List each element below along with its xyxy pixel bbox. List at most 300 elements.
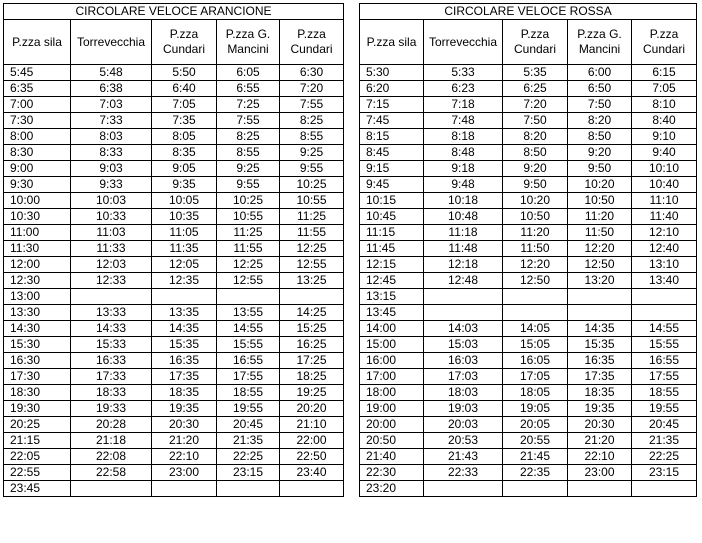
time-cell: 5:50	[152, 65, 217, 81]
time-cell: 7:15	[360, 97, 424, 113]
time-cell: 23:45	[4, 481, 71, 497]
time-cell: 23:15	[632, 465, 697, 481]
table-row	[4, 433, 344, 449]
time-cell: 10:50	[503, 209, 568, 225]
time-cell: 6:20	[360, 81, 424, 97]
time-cell: 17:55	[632, 369, 697, 385]
time-cell: 7:20	[503, 97, 568, 113]
time-cell: 12:30	[4, 273, 71, 289]
time-cell: 11:40	[632, 209, 697, 225]
time-cell: 10:20	[568, 177, 632, 193]
time-cell: 13:55	[217, 305, 280, 321]
table-row	[360, 433, 697, 449]
time-cell: 17:30	[4, 369, 71, 385]
time-cell: 22:05	[4, 449, 71, 465]
time-cell: 20:53	[424, 433, 503, 449]
time-cell: 12:50	[503, 273, 568, 289]
time-cell: 21:35	[217, 433, 280, 449]
time-cell: 8:55	[217, 145, 280, 161]
time-cell: 20:03	[424, 417, 503, 433]
time-cell	[71, 481, 152, 497]
time-cell: 22:10	[152, 449, 217, 465]
time-cell: 20:05	[503, 417, 568, 433]
time-cell: 7:48	[424, 113, 503, 129]
time-cell: 12:10	[632, 225, 697, 241]
time-cell: 21:20	[568, 433, 632, 449]
time-cell: 7:05	[152, 97, 217, 113]
table-row	[4, 353, 344, 369]
table-row	[360, 481, 697, 497]
time-cell	[568, 289, 632, 305]
time-cell: 16:35	[152, 353, 217, 369]
time-cell: 12:55	[217, 273, 280, 289]
table-row	[4, 273, 344, 289]
time-cell: 7:30	[4, 113, 71, 129]
time-cell: 7:18	[424, 97, 503, 113]
column-header-line: P.zza	[169, 27, 199, 41]
time-cell: 14:25	[280, 305, 344, 321]
time-cell: 19:03	[424, 401, 503, 417]
time-cell: 20:20	[280, 401, 344, 417]
time-cell: 13:20	[568, 273, 632, 289]
table-row	[4, 97, 344, 113]
column-header-line: P.zza sila	[12, 34, 62, 49]
time-cell: 10:45	[360, 209, 424, 225]
table-row	[4, 337, 344, 353]
time-cell: 9:55	[217, 177, 280, 193]
time-cell: 8:45	[360, 145, 424, 161]
time-cell: 6:23	[424, 81, 503, 97]
time-cell: 15:05	[503, 337, 568, 353]
time-cell: 12:05	[152, 257, 217, 273]
column-header	[632, 20, 697, 65]
table-row	[360, 401, 697, 417]
time-cell	[424, 481, 503, 497]
time-cell: 13:30	[4, 305, 71, 321]
time-cell: 9:35	[152, 177, 217, 193]
table-row	[4, 193, 344, 209]
time-cell: 5:33	[424, 65, 503, 81]
time-cell: 18:30	[4, 385, 71, 401]
table-row	[4, 417, 344, 433]
time-cell: 10:15	[360, 193, 424, 209]
table-title: CIRCOLARE VELOCE ARANCIONE	[4, 4, 344, 20]
time-cell: 14:03	[424, 321, 503, 337]
time-cell: 13:45	[360, 305, 424, 321]
time-cell: 18:35	[152, 385, 217, 401]
time-cell: 15:35	[568, 337, 632, 353]
time-cell: 11:25	[280, 209, 344, 225]
time-cell: 7:50	[568, 97, 632, 113]
time-cell: 16:00	[360, 353, 424, 369]
time-cell: 12:40	[632, 241, 697, 257]
time-cell: 20:30	[152, 417, 217, 433]
time-cell	[632, 289, 697, 305]
time-cell: 9:20	[503, 161, 568, 177]
column-header-line: P.zza	[520, 27, 550, 41]
time-cell: 16:33	[71, 353, 152, 369]
time-cell	[503, 289, 568, 305]
column-header	[568, 20, 632, 65]
time-cell: 17:25	[280, 353, 344, 369]
time-cell: 13:00	[4, 289, 71, 305]
table-row	[360, 129, 697, 145]
time-cell: 22:10	[568, 449, 632, 465]
time-cell: 19:33	[71, 401, 152, 417]
time-cell: 20:55	[503, 433, 568, 449]
time-cell: 11:20	[503, 225, 568, 241]
column-header	[4, 20, 71, 65]
time-cell: 13:10	[632, 257, 697, 273]
time-cell: 13:33	[71, 305, 152, 321]
time-cell	[632, 481, 697, 497]
column-header-line: Torrevecchia	[428, 34, 498, 49]
table-row	[4, 145, 344, 161]
time-cell: 13:35	[152, 305, 217, 321]
table-row	[360, 321, 697, 337]
time-cell: 11:33	[71, 241, 152, 257]
time-cell: 8:35	[152, 145, 217, 161]
time-cell: 23:00	[152, 465, 217, 481]
time-cell: 9:48	[424, 177, 503, 193]
time-cell: 21:18	[71, 433, 152, 449]
time-cell: 23:20	[360, 481, 424, 497]
time-cell: 10:50	[568, 193, 632, 209]
time-cell: 7:05	[632, 81, 697, 97]
table-row	[360, 305, 697, 321]
time-cell: 22:00	[280, 433, 344, 449]
time-cell: 12:03	[71, 257, 152, 273]
timetable-rossa	[359, 3, 697, 497]
table-row	[360, 385, 697, 401]
time-cell: 7:03	[71, 97, 152, 113]
time-cell: 11:35	[152, 241, 217, 257]
table-row	[4, 161, 344, 177]
table-row	[360, 97, 697, 113]
table-row	[360, 353, 697, 369]
time-cell: 22:08	[71, 449, 152, 465]
time-cell: 22:35	[503, 465, 568, 481]
time-cell	[503, 481, 568, 497]
time-cell	[632, 305, 697, 321]
time-cell: 21:40	[360, 449, 424, 465]
time-cell: 16:05	[503, 353, 568, 369]
time-cell: 19:55	[217, 401, 280, 417]
time-cell: 10:55	[217, 209, 280, 225]
time-cell: 19:35	[568, 401, 632, 417]
time-cell: 18:35	[568, 385, 632, 401]
time-cell: 6:55	[217, 81, 280, 97]
column-header	[217, 20, 280, 65]
time-cell: 8:40	[632, 113, 697, 129]
time-cell: 5:45	[4, 65, 71, 81]
time-cell: 13:25	[280, 273, 344, 289]
time-cell: 8:15	[360, 129, 424, 145]
time-cell: 18:05	[503, 385, 568, 401]
time-cell: 8:30	[4, 145, 71, 161]
time-cell: 16:25	[280, 337, 344, 353]
time-cell: 11:25	[217, 225, 280, 241]
table-row	[360, 369, 697, 385]
time-cell: 17:03	[424, 369, 503, 385]
time-cell: 18:55	[217, 385, 280, 401]
table-row	[360, 417, 697, 433]
time-cell: 6:05	[217, 65, 280, 81]
time-cell: 5:30	[360, 65, 424, 81]
column-header	[71, 20, 152, 65]
time-cell	[424, 289, 503, 305]
time-cell: 9:03	[71, 161, 152, 177]
time-cell	[568, 305, 632, 321]
time-cell: 18:00	[360, 385, 424, 401]
table-row	[360, 65, 697, 81]
time-cell: 11:05	[152, 225, 217, 241]
time-cell	[424, 305, 503, 321]
time-cell: 11:48	[424, 241, 503, 257]
time-cell: 6:38	[71, 81, 152, 97]
time-cell: 11:45	[360, 241, 424, 257]
time-cell: 21:15	[4, 433, 71, 449]
time-cell: 10:48	[424, 209, 503, 225]
table-row	[360, 161, 697, 177]
time-cell: 8:00	[4, 129, 71, 145]
column-header-line: P.zza	[297, 27, 326, 41]
time-cell: 8:20	[568, 113, 632, 129]
time-cell: 12:50	[568, 257, 632, 273]
column-header-line: Cundari	[162, 42, 206, 56]
time-cell: 8:18	[424, 129, 503, 145]
time-cell: 21:20	[152, 433, 217, 449]
time-cell: 6:50	[568, 81, 632, 97]
time-cell: 7:20	[280, 81, 344, 97]
time-cell: 20:30	[568, 417, 632, 433]
column-header-line: Mancini	[227, 42, 269, 56]
time-cell: 12:20	[503, 257, 568, 273]
time-cell: 10:40	[632, 177, 697, 193]
time-cell: 15:03	[424, 337, 503, 353]
table-row	[4, 113, 344, 129]
column-header-line: Cundari	[643, 42, 686, 56]
time-cell: 11:55	[280, 225, 344, 241]
time-cell: 7:45	[360, 113, 424, 129]
time-cell: 14:35	[152, 321, 217, 337]
time-cell	[71, 289, 152, 305]
time-cell: 18:33	[71, 385, 152, 401]
time-cell: 20:28	[71, 417, 152, 433]
time-cell: 22:25	[217, 449, 280, 465]
table-row	[360, 81, 697, 97]
column-header-line: P.zza G.	[225, 27, 271, 41]
time-cell: 13:40	[632, 273, 697, 289]
table-row	[4, 225, 344, 241]
time-cell: 10:35	[152, 209, 217, 225]
time-cell: 8:33	[71, 145, 152, 161]
column-header	[503, 20, 568, 65]
time-cell: 8:20	[503, 129, 568, 145]
table-row	[360, 193, 697, 209]
time-cell: 8:25	[280, 113, 344, 129]
time-cell: 23:15	[217, 465, 280, 481]
time-cell: 10:05	[152, 193, 217, 209]
column-header-line: Torrevecchia	[76, 34, 146, 49]
table-row	[4, 81, 344, 97]
time-cell: 9:15	[360, 161, 424, 177]
time-cell: 12:15	[360, 257, 424, 273]
table-row	[4, 481, 344, 497]
time-cell: 9:40	[632, 145, 697, 161]
time-cell: 14:33	[71, 321, 152, 337]
table-row	[4, 65, 344, 81]
table-title: CIRCOLARE VELOCE ROSSA	[360, 4, 697, 20]
time-cell: 9:05	[152, 161, 217, 177]
table-row	[360, 273, 697, 289]
time-cell: 19:55	[632, 401, 697, 417]
time-cell: 20:25	[4, 417, 71, 433]
time-cell: 11:10	[632, 193, 697, 209]
table-row	[4, 241, 344, 257]
time-cell: 17:05	[503, 369, 568, 385]
time-cell: 9:20	[568, 145, 632, 161]
time-cell: 17:35	[152, 369, 217, 385]
time-cell: 11:50	[568, 225, 632, 241]
time-cell: 6:00	[568, 65, 632, 81]
time-cell: 21:45	[503, 449, 568, 465]
time-cell: 11:18	[424, 225, 503, 241]
time-cell: 9:50	[568, 161, 632, 177]
time-cell: 14:35	[568, 321, 632, 337]
table-row	[360, 337, 697, 353]
time-cell: 9:25	[217, 161, 280, 177]
time-cell: 16:30	[4, 353, 71, 369]
time-cell: 17:00	[360, 369, 424, 385]
time-cell: 10:55	[280, 193, 344, 209]
time-cell: 20:45	[217, 417, 280, 433]
time-cell: 16:03	[424, 353, 503, 369]
time-cell: 14:00	[360, 321, 424, 337]
time-cell	[568, 481, 632, 497]
column-header	[424, 20, 503, 65]
time-cell: 13:15	[360, 289, 424, 305]
time-cell: 23:00	[568, 465, 632, 481]
time-cell: 23:40	[280, 465, 344, 481]
time-cell: 14:30	[4, 321, 71, 337]
time-cell: 18:03	[424, 385, 503, 401]
time-cell: 8:25	[217, 129, 280, 145]
time-cell: 14:55	[632, 321, 697, 337]
time-cell: 10:25	[217, 193, 280, 209]
table-row	[360, 241, 697, 257]
time-cell: 5:35	[503, 65, 568, 81]
time-cell: 8:48	[424, 145, 503, 161]
time-cell: 6:35	[4, 81, 71, 97]
table-row	[360, 145, 697, 161]
time-cell: 12:55	[280, 257, 344, 273]
time-cell: 22:33	[424, 465, 503, 481]
table-row	[4, 369, 344, 385]
time-cell: 14:05	[503, 321, 568, 337]
time-cell	[280, 289, 344, 305]
time-cell: 12:20	[568, 241, 632, 257]
time-cell	[217, 289, 280, 305]
time-cell: 22:25	[632, 449, 697, 465]
time-cell: 20:00	[360, 417, 424, 433]
column-header-line: P.zza sila	[366, 34, 417, 49]
table-row	[360, 289, 697, 305]
time-cell: 11:50	[503, 241, 568, 257]
table-row	[360, 225, 697, 241]
time-cell: 21:10	[280, 417, 344, 433]
time-cell: 19:00	[360, 401, 424, 417]
table-row	[4, 289, 344, 305]
time-cell: 8:03	[71, 129, 152, 145]
time-cell	[152, 289, 217, 305]
time-cell: 7:00	[4, 97, 71, 113]
table-row	[360, 177, 697, 193]
time-cell: 17:55	[217, 369, 280, 385]
time-cell: 11:00	[4, 225, 71, 241]
table-row	[360, 113, 697, 129]
time-cell: 22:30	[360, 465, 424, 481]
table-row	[360, 449, 697, 465]
time-cell: 12:00	[4, 257, 71, 273]
column-header-line: P.zza G.	[577, 27, 622, 41]
time-cell: 12:35	[152, 273, 217, 289]
time-cell: 10:18	[424, 193, 503, 209]
time-cell: 6:40	[152, 81, 217, 97]
time-cell: 20:45	[632, 417, 697, 433]
time-cell: 22:58	[71, 465, 152, 481]
time-cell: 15:55	[632, 337, 697, 353]
time-cell: 7:50	[503, 113, 568, 129]
time-cell: 15:25	[280, 321, 344, 337]
time-cell: 10:20	[503, 193, 568, 209]
time-cell: 9:25	[280, 145, 344, 161]
time-cell: 12:45	[360, 273, 424, 289]
table-row	[4, 177, 344, 193]
column-header-line: Cundari	[513, 42, 557, 56]
time-cell: 21:43	[424, 449, 503, 465]
time-cell: 16:55	[217, 353, 280, 369]
column-header	[152, 20, 217, 65]
time-cell: 9:45	[360, 177, 424, 193]
table-row	[4, 401, 344, 417]
time-cell: 16:55	[632, 353, 697, 369]
time-cell	[503, 305, 568, 321]
table-row	[4, 385, 344, 401]
time-cell: 12:48	[424, 273, 503, 289]
time-cell: 7:33	[71, 113, 152, 129]
time-cell: 7:55	[280, 97, 344, 113]
time-cell: 22:55	[4, 465, 71, 481]
time-cell: 9:10	[632, 129, 697, 145]
time-cell: 17:33	[71, 369, 152, 385]
time-cell: 19:35	[152, 401, 217, 417]
time-cell	[217, 481, 280, 497]
time-cell: 7:35	[152, 113, 217, 129]
time-cell: 15:30	[4, 337, 71, 353]
column-header-line: P.zza	[649, 27, 679, 41]
time-cell: 10:03	[71, 193, 152, 209]
time-cell: 8:50	[568, 129, 632, 145]
time-cell: 9:50	[503, 177, 568, 193]
time-cell: 8:55	[280, 129, 344, 145]
time-cell: 15:55	[217, 337, 280, 353]
time-cell: 21:35	[632, 433, 697, 449]
time-cell: 12:33	[71, 273, 152, 289]
time-cell: 11:55	[217, 241, 280, 257]
header-row	[4, 20, 344, 65]
column-header-line: Mancini	[578, 42, 621, 56]
